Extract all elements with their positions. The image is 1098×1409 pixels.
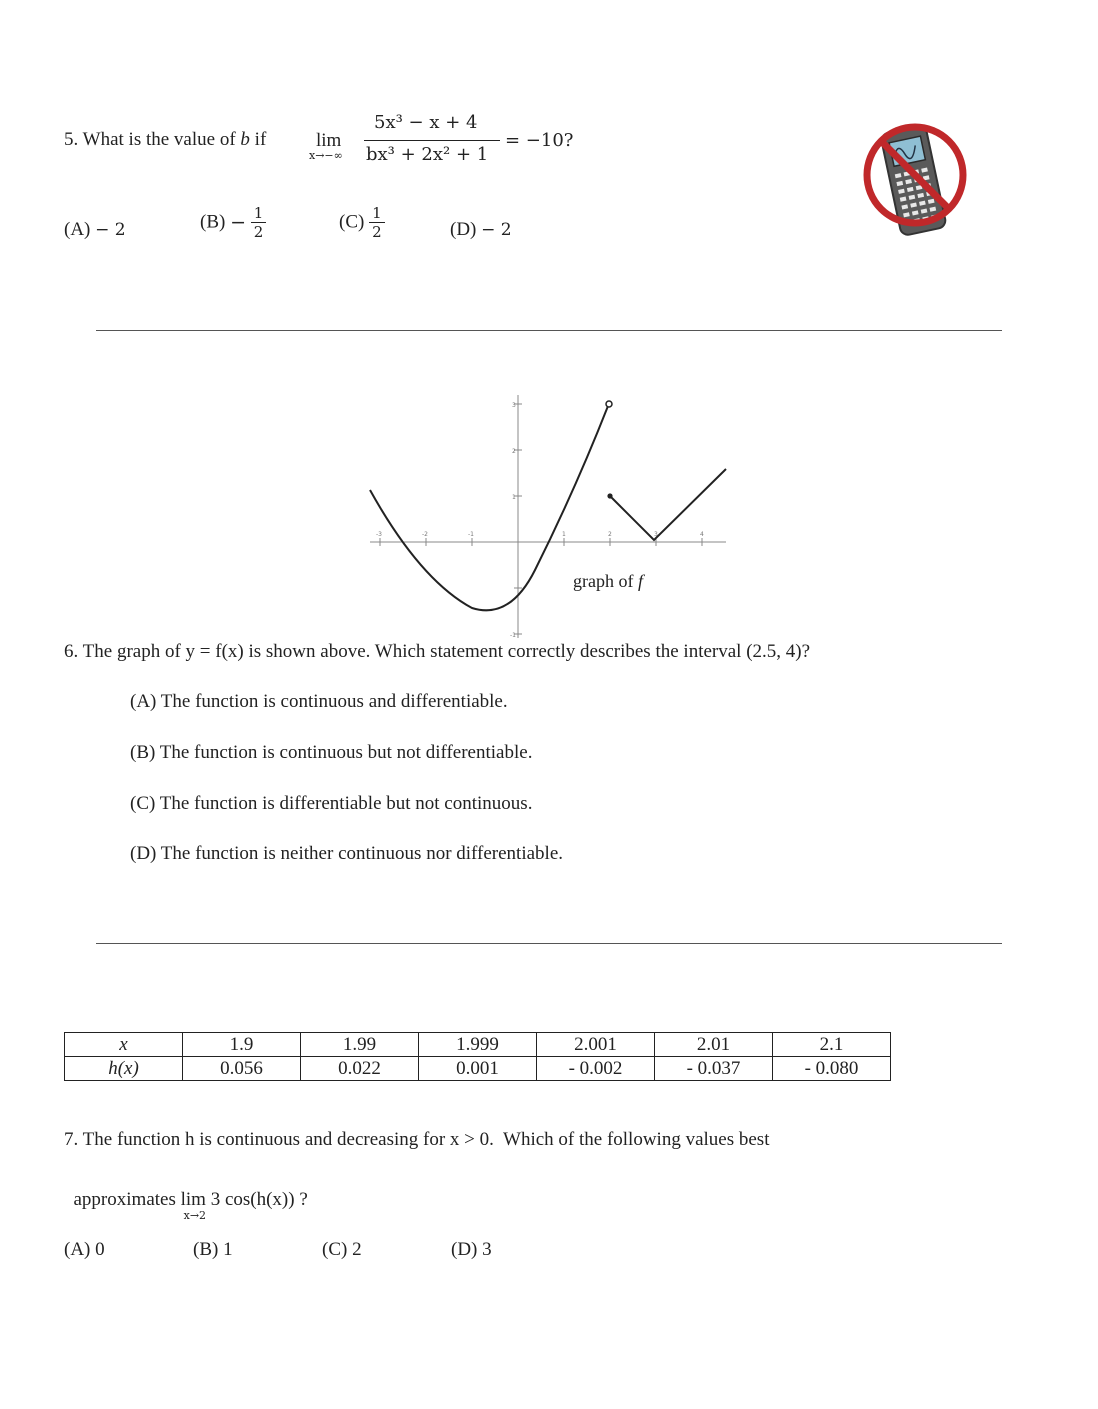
q6-choice-a[interactable]: (A) The function is continuous and differentiable. bbox=[130, 691, 508, 712]
q7-stem-line2: approximates lim x→2 3 cos(h(x)) ? bbox=[73, 1189, 308, 1222]
closed-endpoint bbox=[607, 493, 612, 498]
q5-denominator: bx³ + 2x² + 1 bbox=[366, 144, 489, 165]
q7-stem-line1: 7. The function h is continuous and decreasing for x > 0. Which of the following values best bbox=[64, 1129, 770, 1150]
table-cell: - 0.080 bbox=[773, 1057, 891, 1081]
table-cell: 1.999 bbox=[419, 1033, 537, 1057]
graph-of-f bbox=[360, 390, 740, 640]
table-cell: 1.9 bbox=[183, 1033, 301, 1057]
divider-1 bbox=[96, 330, 1002, 331]
q5-prefix: 5. What is the value of bbox=[64, 129, 241, 150]
q5-choice-c[interactable]: (C) $\frac{1}{2}$ bbox=[339, 204, 385, 241]
table-cell: 1.99 bbox=[301, 1033, 419, 1057]
q6-stem: 6. The graph of y = f(x) is shown above. Which statement correctly describes the interval (2.5, 4)? bbox=[64, 641, 811, 662]
q6-choice-c[interactable]: (C) The function is differentiable but not continuous. bbox=[130, 793, 533, 814]
x-tick-label: -3 bbox=[376, 531, 382, 538]
q7-choice-d[interactable]: (D) 3 bbox=[451, 1239, 492, 1260]
y-tick-label: 2 bbox=[512, 448, 516, 455]
q7-lim-sub: x→2 bbox=[183, 1209, 207, 1222]
table-cell: - 0.037 bbox=[655, 1057, 773, 1081]
y-tick-label: 1 bbox=[512, 494, 516, 501]
x-tick-label: 3 bbox=[654, 531, 658, 538]
q5-if: if bbox=[249, 129, 267, 150]
values-table bbox=[64, 1032, 891, 1081]
q5-choice-b[interactable]: (B) − $\frac{1}{2}$ bbox=[200, 204, 266, 241]
y-tick-label: -1 bbox=[510, 632, 516, 639]
x-tick-label: 4 bbox=[700, 531, 704, 538]
q5-choice-a[interactable]: (A) − 2 bbox=[64, 219, 126, 240]
y-tick-label: 3 bbox=[512, 402, 516, 409]
table-header-x: x bbox=[65, 1033, 183, 1057]
table-header-h: h(x) bbox=[65, 1057, 183, 1081]
q7-choice-b[interactable]: (B) 1 bbox=[193, 1239, 233, 1260]
q5-equals: = −10? bbox=[505, 130, 574, 151]
q5-lim: lim bbox=[316, 130, 342, 151]
graph-caption: graph of f bbox=[573, 571, 643, 591]
table-cell: 0.056 bbox=[183, 1057, 301, 1081]
x-tick-label: 1 bbox=[562, 531, 566, 538]
q5-var-b: b bbox=[240, 129, 250, 150]
open-endpoint bbox=[606, 401, 612, 407]
x-tick-label: 2 bbox=[608, 531, 612, 538]
q7-choice-a[interactable]: (A) 0 bbox=[64, 1239, 105, 1260]
table-row bbox=[65, 1057, 891, 1081]
table-cell: 2.1 bbox=[773, 1033, 891, 1057]
q7-lim: lim bbox=[180, 1189, 206, 1210]
table-cell: 0.022 bbox=[301, 1057, 419, 1081]
no-calculator-icon bbox=[862, 118, 970, 240]
q5-choice-d[interactable]: (D) − 2 bbox=[450, 219, 512, 240]
q5-stem bbox=[64, 110, 604, 170]
q6-choice-d[interactable]: (D) The function is neither continuous nor differentiable. bbox=[130, 843, 564, 864]
table-cell: 2.001 bbox=[537, 1033, 655, 1057]
table-cell: 0.001 bbox=[419, 1057, 537, 1081]
x-tick-label: -1 bbox=[468, 531, 474, 538]
q6-choice-b[interactable]: (B) The function is continuous but not differentiable. bbox=[130, 742, 533, 763]
q7-choice-c[interactable]: (C) 2 bbox=[322, 1239, 362, 1260]
table-cell: - 0.002 bbox=[537, 1057, 655, 1081]
x-tick-label: -2 bbox=[422, 531, 428, 538]
q5-numerator: 5x³ − x + 4 bbox=[374, 112, 478, 133]
divider-2 bbox=[96, 943, 1002, 944]
table-cell: 2.01 bbox=[655, 1033, 773, 1057]
q5-lim-sub: x→−∞ bbox=[309, 149, 343, 162]
table-row bbox=[65, 1033, 891, 1057]
